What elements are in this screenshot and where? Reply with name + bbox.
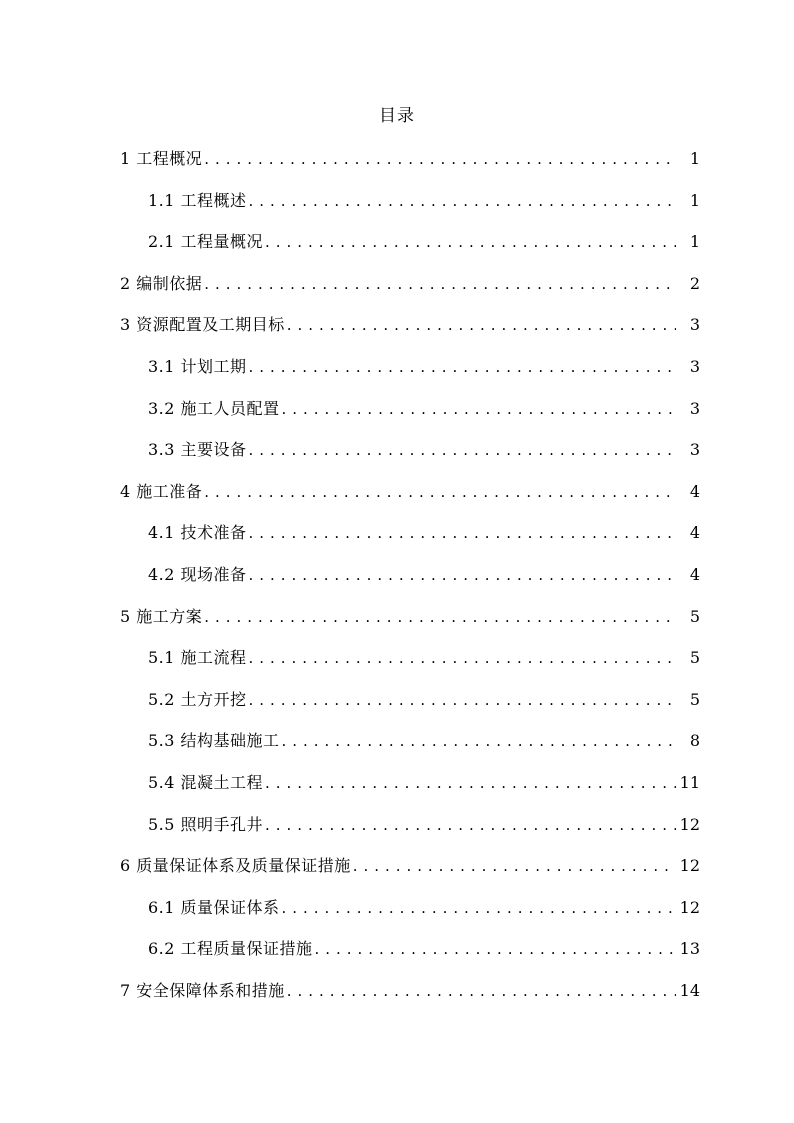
toc-entry-label: 6.1 质量保证体系 (148, 897, 280, 917)
toc-entry[interactable] (148, 896, 700, 920)
toc-entry[interactable] (148, 230, 700, 254)
toc-page-number: 3 (689, 357, 700, 376)
toc-entry[interactable] (148, 937, 700, 961)
toc-dot-leader (249, 646, 676, 670)
toc-entry[interactable] (148, 189, 700, 213)
toc-entry-label: 3.3 主要设备 (148, 440, 247, 460)
toc-entry[interactable] (148, 771, 700, 795)
toc-entry-label: 7 安全保障体系和措施 (120, 981, 285, 1000)
toc-entry[interactable] (148, 397, 700, 421)
toc-dot-leader (282, 896, 676, 920)
toc-entry[interactable] (120, 313, 700, 337)
toc-dot-leader (287, 313, 676, 337)
toc-page-number: 1 (689, 232, 700, 252)
toc-entry-label: 2.1 工程量概况 (148, 232, 264, 252)
toc-dot-leader (249, 563, 676, 587)
toc-entry-label: 5.3 结构基础施工 (148, 731, 280, 751)
toc-entry[interactable] (148, 813, 700, 837)
toc-entry[interactable] (148, 438, 700, 462)
toc-dot-leader (249, 189, 676, 213)
toc-page-number: 3 (689, 440, 700, 460)
toc-entry-label: 5 施工方案 (120, 606, 203, 626)
toc-page-number: 14 (679, 981, 700, 1000)
toc-page-number: 2 (689, 273, 700, 293)
toc-page-number: 1 (689, 149, 700, 168)
toc-page-number: 11 (679, 773, 700, 792)
toc-entry[interactable] (120, 854, 700, 878)
toc-title: 目录 (379, 106, 415, 126)
toc-dot-leader (249, 355, 676, 379)
toc-entry-label: 5.4 混凝土工程 (148, 773, 264, 792)
toc-entry[interactable] (120, 147, 700, 171)
toc-dot-leader (282, 397, 676, 421)
toc-page-number: 3 (689, 315, 700, 335)
toc-entry-label: 4.2 现场准备 (148, 565, 247, 584)
toc-page-number: 13 (679, 939, 700, 959)
toc-page-number: 1 (689, 190, 700, 210)
toc-dot-leader (353, 854, 676, 878)
toc-entry-label: 4.1 技术准备 (148, 523, 247, 543)
toc-entry[interactable] (148, 688, 700, 712)
toc-entry[interactable] (120, 979, 700, 1003)
toc-page-number: 4 (689, 481, 700, 501)
toc-entry-label: 2 编制依据 (120, 273, 203, 293)
toc-entry-label: 5.5 照明手孔井 (148, 814, 264, 834)
toc-entry[interactable] (148, 355, 700, 379)
toc-dot-leader (287, 979, 676, 1003)
toc-entry[interactable] (148, 646, 700, 670)
toc-entry[interactable] (120, 272, 700, 296)
toc-page-number: 4 (689, 523, 700, 543)
toc-dot-leader (265, 771, 676, 795)
toc-page-number: 4 (689, 565, 700, 584)
toc-dot-leader (249, 688, 676, 712)
toc-entry-label: 3.1 计划工期 (148, 357, 247, 376)
toc-entry[interactable] (148, 563, 700, 587)
toc-entry[interactable] (120, 605, 700, 629)
toc-dot-leader (204, 147, 676, 171)
toc-entry-label: 1 工程概况 (120, 149, 203, 168)
toc-dot-leader (204, 605, 676, 629)
toc-page-number: 8 (689, 731, 700, 751)
toc-entry-label: 6.2 工程质量保证措施 (148, 939, 313, 959)
toc-entry[interactable] (148, 521, 700, 545)
toc-dot-leader (265, 230, 676, 254)
toc-entry-label: 5.2 土方开挖 (148, 689, 247, 709)
toc-entry-label: 3 资源配置及工期目标 (120, 315, 285, 335)
toc-dot-leader (249, 521, 676, 545)
toc-dot-leader (265, 813, 676, 837)
toc-page-number: 12 (679, 856, 700, 876)
toc-page-number: 12 (679, 897, 700, 917)
toc-dot-leader (282, 729, 676, 753)
toc-entry-label: 6 质量保证体系及质量保证措施 (120, 856, 351, 876)
toc-dot-leader (204, 480, 676, 504)
toc-page-number: 5 (689, 648, 700, 668)
toc-entry-label: 1.1 工程概述 (148, 190, 247, 210)
toc-entry-label: 3.2 施工人员配置 (148, 398, 280, 418)
toc-entry-label: 5.1 施工流程 (148, 648, 247, 668)
toc-page-number: 5 (689, 606, 700, 626)
toc-page-number: 5 (689, 689, 700, 709)
toc-dot-leader (315, 937, 676, 961)
toc-entry-label: 4 施工准备 (120, 481, 203, 501)
toc-dot-leader (249, 438, 676, 462)
toc-entry[interactable] (148, 729, 700, 753)
toc-dot-leader (204, 272, 676, 296)
toc-entry[interactable] (120, 480, 700, 504)
toc-page-number: 12 (679, 814, 700, 834)
toc-page-number: 3 (689, 398, 700, 418)
